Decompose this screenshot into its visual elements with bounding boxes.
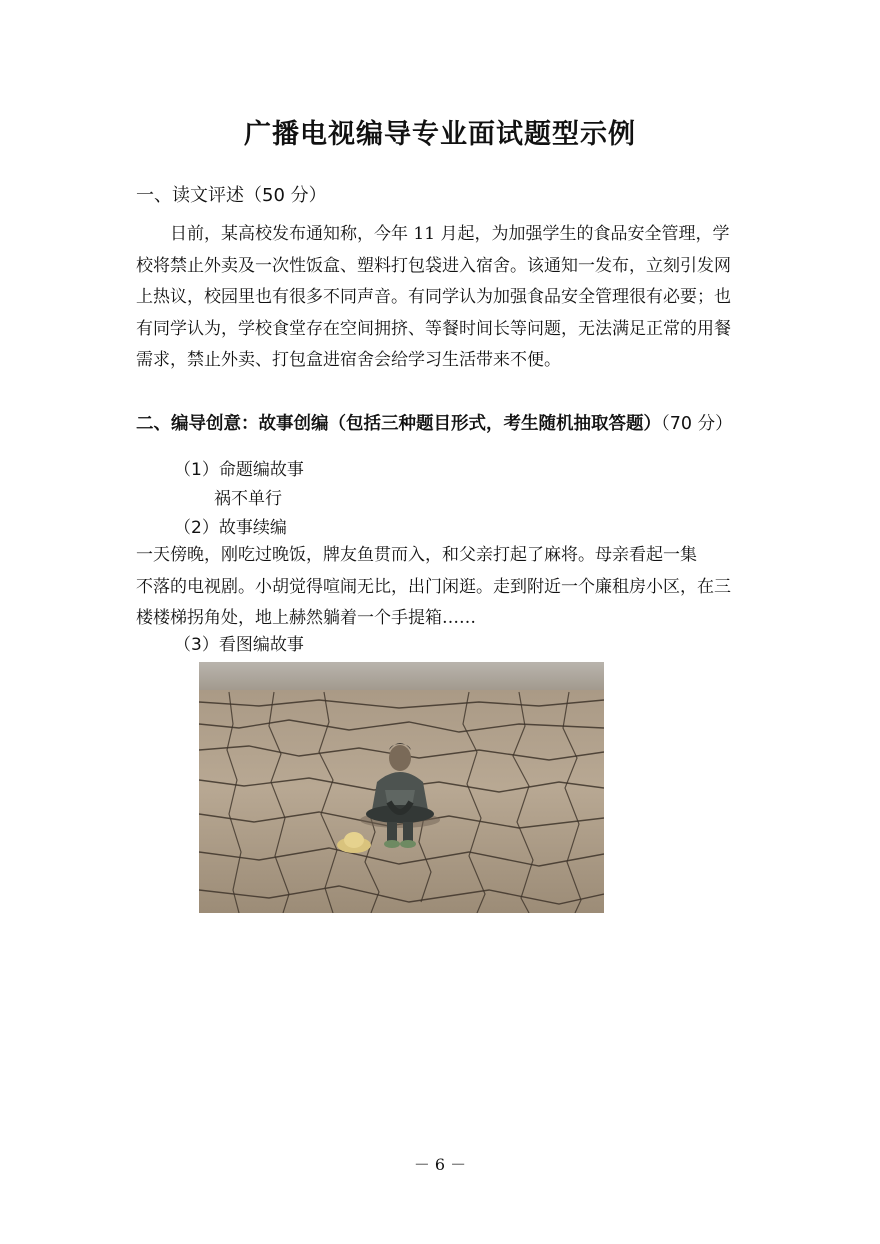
section2-heading-main: 二、编导创意：故事创编（包括三种题目形式，考生随机抽取答题） (136, 414, 661, 434)
paragraph-line: 楼楼梯拐角处，地上赫然躺着一个手提箱…… (136, 608, 476, 628)
item3-label: （3）看图编故事 (174, 635, 304, 655)
item1-text: 祸不单行 (214, 489, 282, 509)
paragraph-line: 上热议，校园里也有很多不同声音。有同学认为加强食品安全管理很有必要；也 (136, 287, 731, 307)
section1-paragraph (136, 219, 748, 377)
paragraph-line: 需求，禁止外卖、打包盒进宿舍会给学习生活带来不便。 (136, 350, 561, 370)
paragraph-line: 不落的电视剧。小胡觉得喧闹无比，出门闲逛。走到附近一个廉租房小区，在三 (136, 576, 731, 597)
section1-heading: 一、读文评述（50 分） (136, 185, 327, 206)
paragraph-line: 一天傍晚，刚吃过晚饭，牌友鱼贯而入，和父亲打起了麻将。母亲看起一集 (136, 545, 697, 565)
cracked-earth-photo (199, 662, 604, 913)
item2-label: （2）故事续编 (174, 518, 287, 538)
paragraph-line: 校将禁止外卖及一次性饭盒、塑料打包袋进入宿舍。该通知一发布，立刻引发网 (136, 255, 731, 276)
page-number: － 6 － (413, 1155, 467, 1174)
page-title: 广播电视编导专业面试题型示例 (244, 119, 636, 150)
item1-label: （1）命题编故事 (174, 460, 304, 480)
paragraph-line: 有同学认为，学校食堂存在空间拥挤、等餐时间长等问题，无法满足正常的用餐 (136, 318, 731, 339)
section2-heading-score: （70 分） (661, 414, 733, 434)
section2-heading (136, 410, 733, 435)
item2-paragraph (136, 540, 748, 635)
paragraph-line: 日前，某高校发布通知称，今年 11 月起，为加强学生的食品安全管理，学 (136, 224, 730, 244)
